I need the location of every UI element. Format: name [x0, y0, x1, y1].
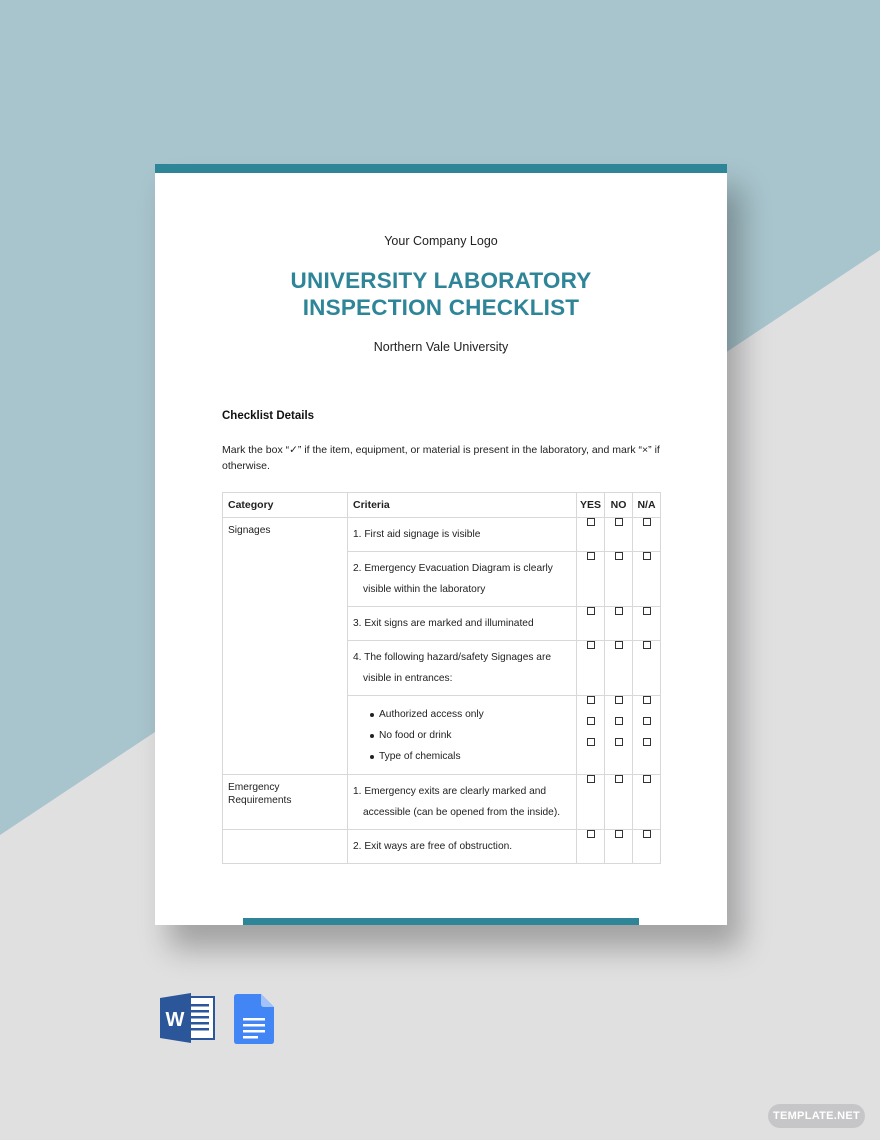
no-cell: [605, 696, 633, 775]
section-heading: Checklist Details: [222, 410, 315, 422]
header-category: Category: [223, 493, 348, 518]
yes-cell: [577, 518, 605, 552]
no-checkbox[interactable]: [615, 830, 623, 838]
list-item: Type of chemicals: [370, 746, 571, 767]
category-cell: Signages: [223, 518, 348, 775]
title-line-2: INSPECTION CHECKLIST: [302, 295, 580, 320]
no-cell: [605, 552, 633, 607]
criteria-text-continued: visible in entrances:: [363, 673, 453, 684]
na-cell: [633, 641, 661, 696]
criteria-cell: [348, 607, 577, 641]
table-row: [223, 518, 661, 552]
no-checkbox[interactable]: [615, 607, 623, 615]
google-docs-icon[interactable]: [234, 994, 274, 1044]
yes-checkbox[interactable]: [587, 775, 595, 783]
no-cell: [605, 775, 633, 830]
no-cell: [605, 830, 633, 864]
list-item: Authorized access only: [370, 704, 571, 725]
header-yes: YES: [577, 493, 605, 518]
document-title: [155, 267, 727, 321]
na-cell: [633, 696, 661, 775]
header-na: N/A: [633, 493, 661, 518]
na-cell: [633, 775, 661, 830]
criteria-cell: [348, 775, 577, 830]
na-checkbox[interactable]: [643, 775, 651, 783]
category-cell: Emergency Requirements: [223, 775, 348, 830]
na-checkbox[interactable]: [643, 641, 651, 649]
template-net-badge[interactable]: TEMPLATE.NET: [768, 1104, 865, 1128]
university-name: Northern Vale University: [373, 340, 509, 354]
criteria-text: 1. Emergency exits are clearly marked and: [353, 786, 547, 797]
criteria-text: 4. The following hazard/safety Signages are: [353, 652, 552, 663]
na-cell: [633, 607, 661, 641]
no-cell: [605, 641, 633, 696]
na-checkbox[interactable]: [643, 552, 651, 560]
top-accent-bar: [155, 164, 727, 173]
no-checkbox[interactable]: [615, 738, 623, 746]
header-criteria: Criteria: [348, 493, 577, 518]
yes-checkbox[interactable]: [587, 717, 595, 725]
criteria-text: 1. First aid signage is visible: [353, 529, 481, 540]
yes-cell: [577, 552, 605, 607]
table-row: [223, 775, 661, 830]
no-cell: [605, 518, 633, 552]
yes-checkbox[interactable]: [587, 696, 595, 704]
na-cell: [633, 830, 661, 864]
criteria-text: 3. Exit signs are marked and illuminated: [353, 618, 534, 629]
criteria-text-continued: visible within the laboratory: [363, 584, 486, 595]
no-checkbox[interactable]: [615, 717, 623, 725]
signage-bullet-list: [353, 704, 571, 767]
criteria-text-continued: accessible (can be opened from the inside).: [363, 807, 561, 818]
no-checkbox[interactable]: [615, 696, 623, 704]
criteria-text: 2. Emergency Evacuation Diagram is clearly: [353, 563, 553, 574]
no-checkbox[interactable]: [615, 552, 623, 560]
yes-cell: [577, 696, 605, 775]
company-logo-placeholder: Your Company Logo: [384, 234, 498, 248]
na-checkbox[interactable]: [643, 717, 651, 725]
na-checkbox[interactable]: [643, 696, 651, 704]
svg-text:W: W: [165, 1009, 185, 1031]
yes-cell: [577, 641, 605, 696]
table-header-row: [223, 493, 661, 518]
category-cell: [223, 830, 348, 864]
yes-checkbox[interactable]: [587, 738, 595, 746]
no-checkbox[interactable]: [615, 641, 623, 649]
no-checkbox[interactable]: [615, 518, 623, 526]
yes-cell: [577, 775, 605, 830]
title-line-1: UNIVERSITY LABORATORY: [290, 268, 592, 293]
word-icon[interactable]: [160, 993, 216, 1043]
no-cell: [605, 607, 633, 641]
header-no: NO: [605, 493, 633, 518]
na-cell: [633, 552, 661, 607]
na-checkbox[interactable]: [643, 607, 651, 615]
document-page: [155, 164, 727, 925]
criteria-cell: [348, 830, 577, 864]
na-checkbox[interactable]: [643, 518, 651, 526]
na-cell: [633, 518, 661, 552]
na-checkbox[interactable]: [643, 738, 651, 746]
yes-checkbox[interactable]: [587, 518, 595, 526]
criteria-cell: [348, 696, 577, 775]
criteria-text: 2. Exit ways are free of obstruction.: [353, 841, 513, 852]
yes-checkbox[interactable]: [587, 830, 595, 838]
checklist-table: [222, 492, 661, 864]
yes-checkbox[interactable]: [587, 607, 595, 615]
criteria-cell: [348, 641, 577, 696]
criteria-cell: [348, 518, 577, 552]
bottom-accent-bar: [243, 918, 639, 925]
no-checkbox[interactable]: [615, 775, 623, 783]
criteria-cell: [348, 552, 577, 607]
list-item: No food or drink: [370, 725, 571, 746]
yes-checkbox[interactable]: [587, 641, 595, 649]
table-row: [223, 830, 661, 864]
yes-cell: [577, 830, 605, 864]
yes-checkbox[interactable]: [587, 552, 595, 560]
instructions-text: Mark the box “✓” if the item, equipment, or material is present in the laboratory, and mark “×” if otherwise.: [222, 444, 660, 472]
na-checkbox[interactable]: [643, 830, 651, 838]
yes-cell: [577, 607, 605, 641]
